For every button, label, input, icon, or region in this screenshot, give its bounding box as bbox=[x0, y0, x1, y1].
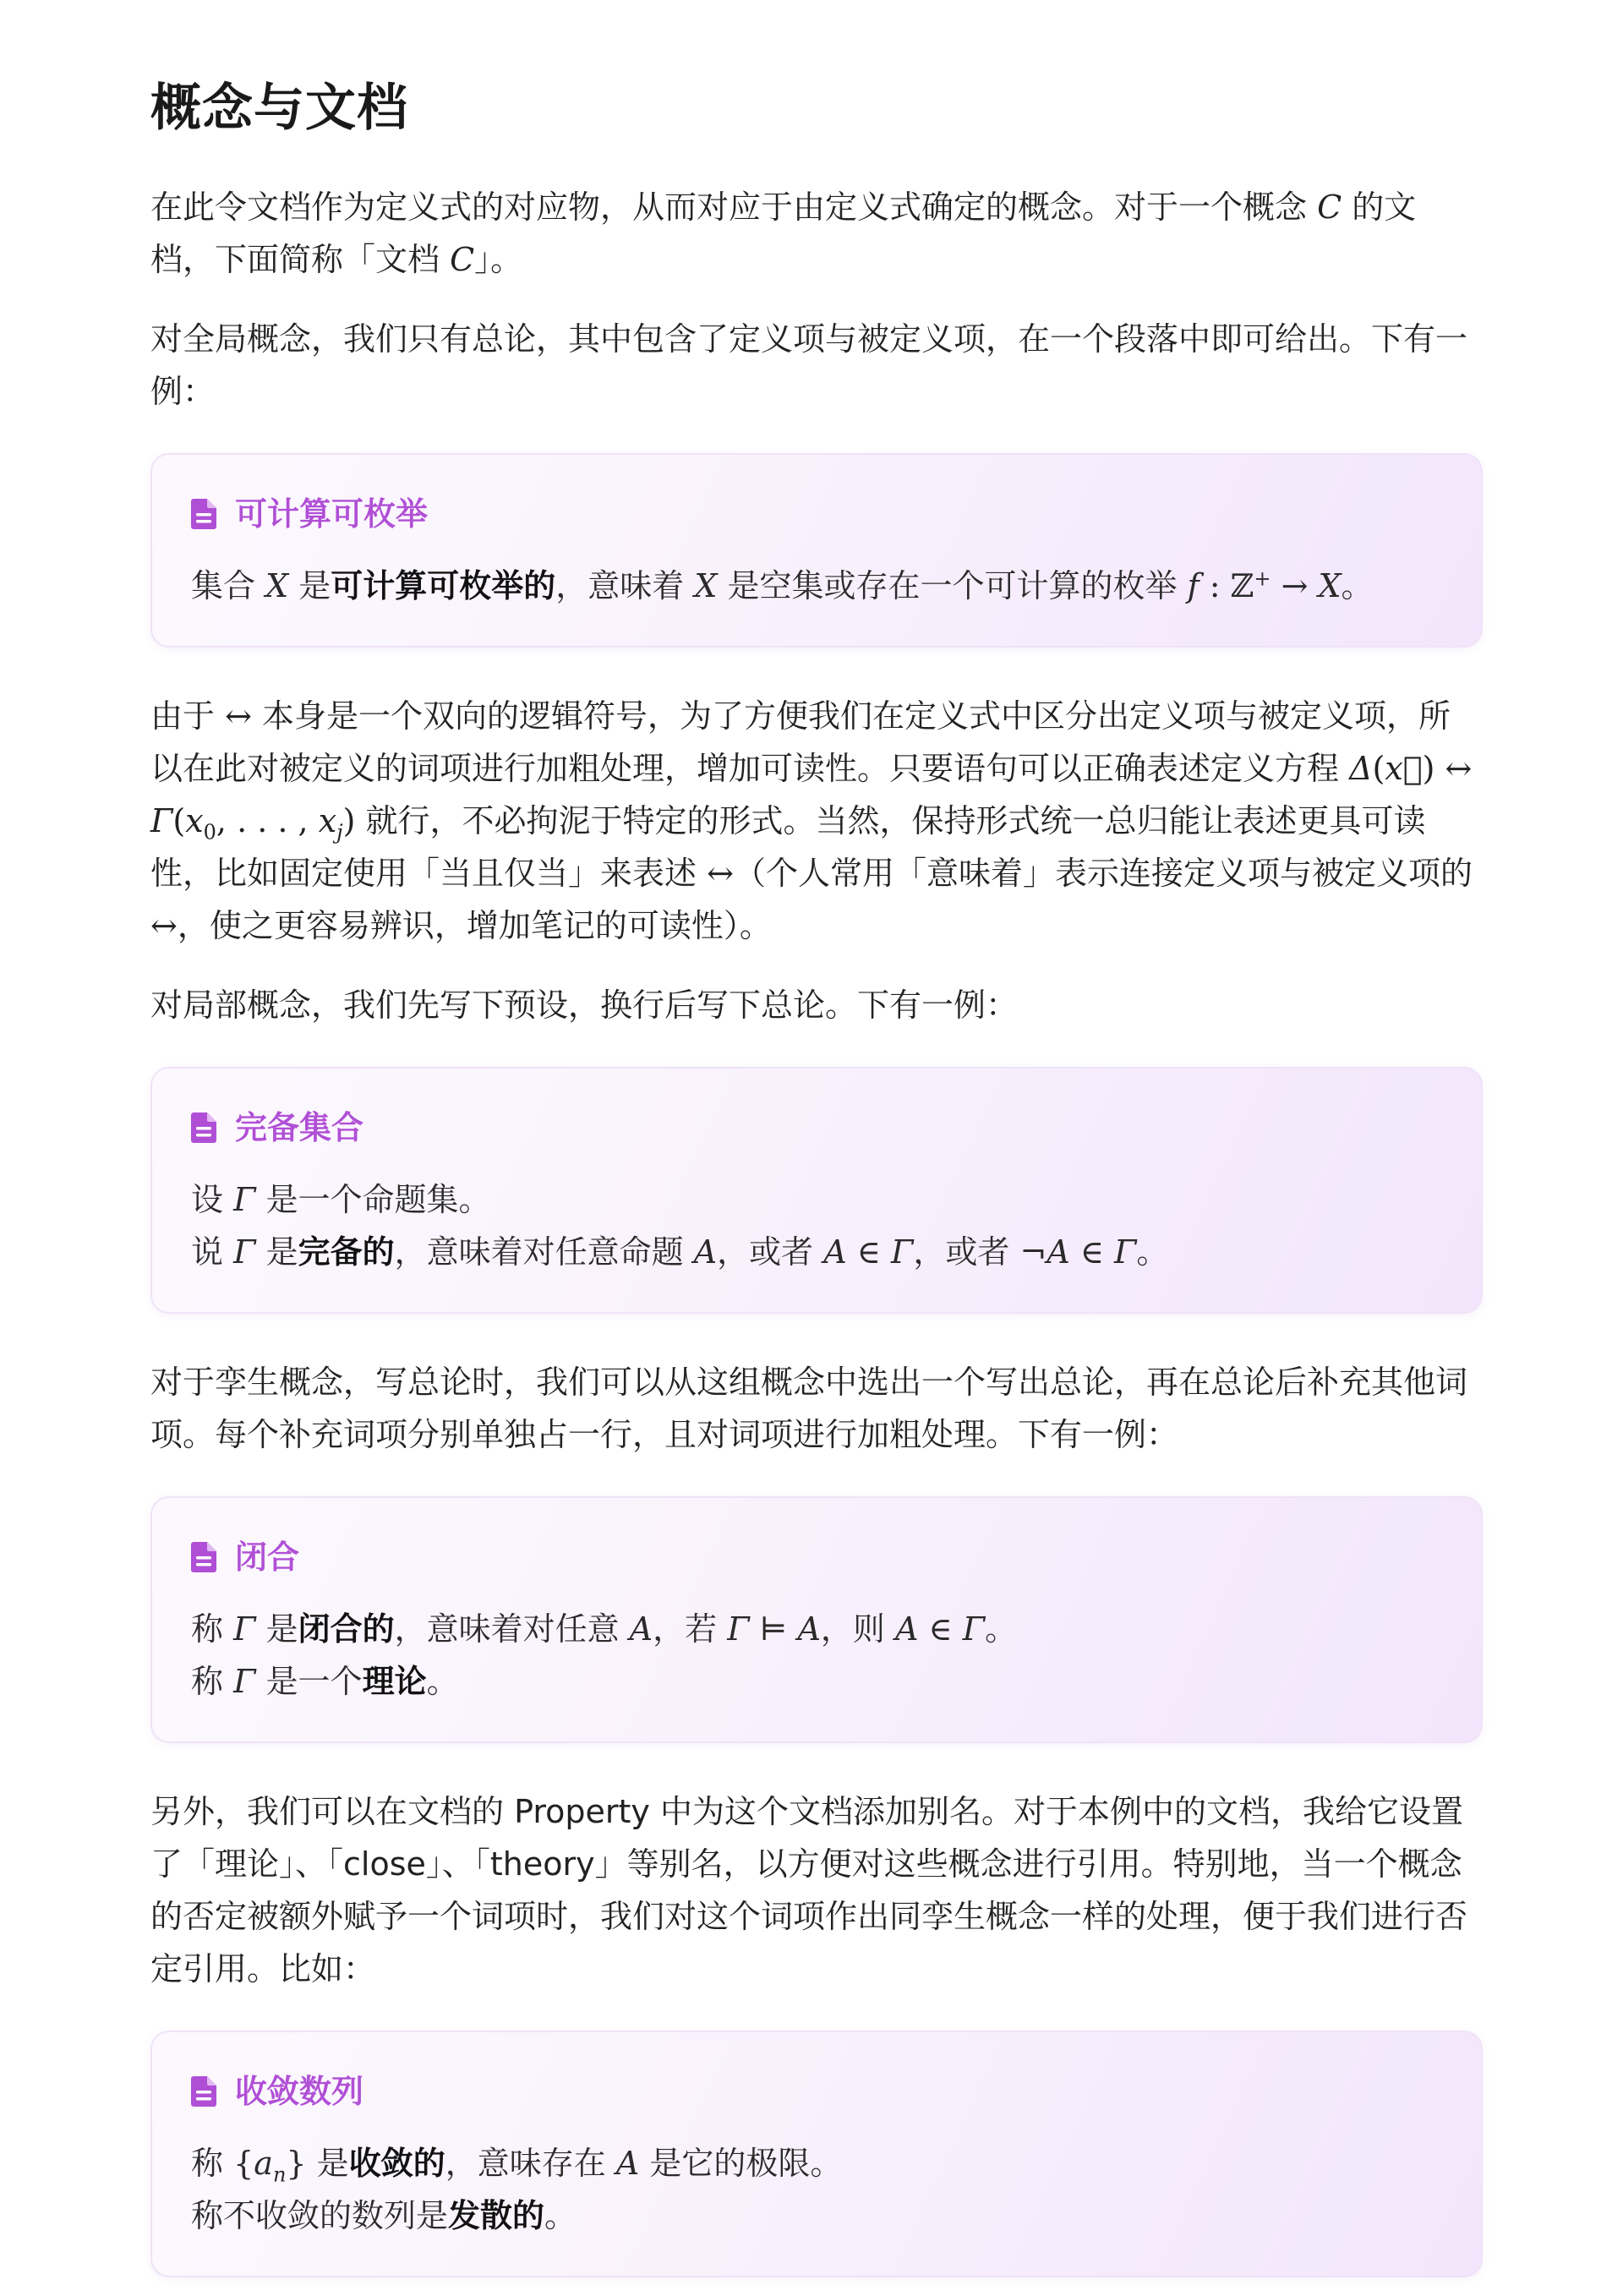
text: ，意味着 bbox=[555, 567, 695, 604]
text: 是空集或存在一个可计算的枚举 bbox=[717, 567, 1188, 604]
math-symbol: ∈ bbox=[918, 1610, 963, 1648]
callout-computably-enumerable bbox=[150, 453, 1483, 648]
text: 设 bbox=[191, 1181, 234, 1218]
text: 是 bbox=[255, 1233, 298, 1271]
text: 称不收敛的数列是 bbox=[191, 2197, 449, 2234]
text: 是一个命题集。 bbox=[255, 1181, 491, 1218]
math-symbol: X bbox=[1318, 567, 1342, 604]
defined-term: 可计算可枚举的 bbox=[331, 567, 556, 604]
math-symbol: A bbox=[1046, 1233, 1070, 1271]
callout-header bbox=[191, 487, 1442, 541]
math-symbol: : ℤ bbox=[1199, 567, 1254, 604]
callout-header bbox=[191, 1101, 1442, 1155]
document-icon bbox=[191, 2076, 216, 2107]
text: ，意味着对任意 bbox=[394, 1610, 630, 1648]
math-subscript: j bbox=[336, 820, 343, 845]
text: 在此令文档作为定义式的对应物，从而对应于由定义式确定的概念。对于一个概念 bbox=[150, 189, 1318, 226]
math-symbol: Γ bbox=[150, 802, 173, 839]
callout-title: 完备集合 bbox=[235, 1109, 364, 1146]
math-symbol: ⊨ bbox=[749, 1610, 798, 1648]
callout-complete-set bbox=[150, 1067, 1483, 1314]
math-symbol: ∈ bbox=[1069, 1233, 1115, 1271]
math-symbol: A bbox=[894, 1610, 919, 1648]
text: 是它的极限。 bbox=[639, 2145, 843, 2182]
math-symbol: ) bbox=[342, 802, 356, 839]
text: （个人常用「意味着」表示连接定义项与被定义项的 bbox=[733, 855, 1473, 892]
text: 。 bbox=[985, 1610, 1018, 1648]
math-symbol: Γ bbox=[890, 1233, 914, 1271]
math-symbol: Γ bbox=[233, 1233, 256, 1271]
math-symbol: f bbox=[1187, 567, 1199, 604]
math-symbol: → bbox=[1271, 567, 1319, 604]
math-symbol: C bbox=[1317, 189, 1342, 226]
math-symbol: Γ bbox=[1114, 1233, 1137, 1271]
document-icon bbox=[191, 1542, 216, 1572]
text: 。 bbox=[1136, 1233, 1169, 1271]
defined-term: 理论 bbox=[362, 1663, 427, 1700]
callout-body-line bbox=[191, 1603, 1442, 1655]
math-symbol: X bbox=[265, 567, 289, 604]
math-symbol: ∈ bbox=[846, 1233, 891, 1271]
callout-header bbox=[191, 2064, 1442, 2118]
callout-body-line bbox=[191, 1226, 1442, 1278]
text: 。 bbox=[426, 1663, 459, 1700]
math-symbol: Γ bbox=[727, 1610, 750, 1648]
defined-term: 完备的 bbox=[298, 1233, 395, 1271]
math-subscript: 0 bbox=[203, 820, 216, 845]
text: ，若 bbox=[653, 1610, 728, 1648]
text: 称 bbox=[191, 1610, 234, 1648]
text: ，或者 bbox=[717, 1233, 824, 1271]
text: 称 bbox=[191, 2145, 234, 2182]
math-superscript: + bbox=[1254, 566, 1271, 591]
callout-title: 收敛数列 bbox=[235, 2073, 364, 2110]
math-symbol: ( bbox=[1372, 750, 1385, 787]
document-icon bbox=[191, 1112, 216, 1143]
paragraph-global-concept: 对全局概念，我们只有总论，其中包含了定义项与被定义项，在一个段落中即可给出。下有一例： bbox=[150, 320, 1468, 410]
callout-title: 闭合 bbox=[235, 1539, 300, 1576]
callout-convergent-sequence bbox=[150, 2031, 1483, 2277]
text: 是一个 bbox=[255, 1663, 363, 1700]
text: 集合 bbox=[191, 567, 266, 604]
math-symbol: a bbox=[254, 2145, 273, 2182]
math-symbol: { bbox=[233, 2145, 254, 2182]
text: 由于 bbox=[150, 697, 226, 735]
math-symbol: ↔ bbox=[225, 697, 252, 735]
callout-body-line bbox=[191, 2189, 1442, 2242]
math-symbol: A bbox=[629, 1610, 653, 1648]
callout-body-line bbox=[191, 560, 1442, 612]
callout-header bbox=[191, 1530, 1442, 1584]
math-symbol: x bbox=[185, 802, 204, 839]
math-symbol: Δ bbox=[1349, 750, 1373, 787]
text: 是 bbox=[288, 567, 331, 604]
math-symbol: Γ bbox=[233, 1181, 256, 1218]
defined-term: 闭合的 bbox=[298, 1610, 395, 1648]
callout-body-line bbox=[191, 1173, 1442, 1226]
text: ，或者 bbox=[913, 1233, 1020, 1271]
math-symbol: ¬ bbox=[1019, 1233, 1047, 1271]
math-symbol: A bbox=[615, 2145, 640, 2182]
text: 称 bbox=[191, 1663, 234, 1700]
math-symbol: X bbox=[694, 567, 718, 604]
math-symbol: x bbox=[318, 802, 337, 839]
math-symbol: x⃗ bbox=[1385, 750, 1423, 787]
paragraph-biconditional bbox=[150, 690, 1479, 952]
text: ，则 bbox=[820, 1610, 895, 1648]
text: ，意味着对任意命题 bbox=[394, 1233, 694, 1271]
defined-term: 收敛的 bbox=[348, 2145, 445, 2182]
math-symbol: ↔ bbox=[707, 855, 734, 892]
paragraph-local-concept: 对局部概念，我们先写下预设，换行后写下总论。下有一例： bbox=[150, 987, 1019, 1024]
math-symbol: A bbox=[823, 1233, 847, 1271]
callout-body-line bbox=[191, 1655, 1442, 1708]
paragraph-aliases: 另外，我们可以在文档的 Property 中为这个文档添加别名。对于本例中的文档，我给它设置了「理论」、「close」、「theory」等别名，以方便对这些概念进行引用。特别地，当一个概念的否定被额外赋予一个词项时，我们对这个词项作出同孪生概念一样的处理，便于我们进行否定引用。比如： bbox=[150, 1793, 1468, 1987]
text: ，使之更容易辨识，增加笔记的可读性）。 bbox=[177, 907, 772, 944]
callout-title: 可计算可枚举 bbox=[235, 495, 429, 533]
text: 是 bbox=[306, 2145, 349, 2182]
text: 。 bbox=[544, 2197, 577, 2234]
math-symbol: Γ bbox=[233, 1610, 256, 1648]
math-symbol: ( bbox=[172, 802, 186, 839]
math-symbol: Γ bbox=[233, 1663, 256, 1700]
math-symbol: Γ bbox=[962, 1610, 986, 1648]
paragraph-intro bbox=[150, 181, 1479, 286]
callout-body-line bbox=[191, 2137, 1442, 2189]
math-symbol: ↔ bbox=[150, 907, 178, 944]
text: 。 bbox=[1341, 567, 1374, 604]
document-icon bbox=[191, 499, 216, 529]
math-subscript: n bbox=[272, 2162, 287, 2187]
math-symbol: , . . . , bbox=[216, 802, 319, 839]
text: 的文档，下面简称「文档 bbox=[150, 189, 1417, 278]
paragraph-twin-concept: 对于孪生概念，写总论时，我们可以从这组概念中选出一个写出总论，再在总论后补充其他词项。每个补充词项分别单独占一行，且对词项进行加粗处理。下有一例： bbox=[150, 1364, 1468, 1453]
text: 说 bbox=[191, 1233, 234, 1271]
math-symbol: ) ↔ bbox=[1422, 750, 1473, 787]
page-title: 概念与文档 bbox=[150, 79, 408, 138]
math-symbol: A bbox=[693, 1233, 718, 1271]
math-symbol: C bbox=[450, 241, 475, 278]
math-symbol: A bbox=[797, 1610, 821, 1648]
text: ，意味存在 bbox=[445, 2145, 616, 2182]
defined-term: 发散的 bbox=[448, 2197, 545, 2234]
text: 本身是一个双向的逻辑符号，为了方便我们在定义式中区分出定义项与被定义项，所以在此对被定义的词项进行加粗处理，增加可读性。只要语句可以正确表述定义方程 bbox=[150, 697, 1451, 787]
math-symbol: } bbox=[286, 2145, 307, 2182]
text: 就行，不必拘泥于特定的形式。当然，保持形式统一总归能让表述更具可读性，比如固定使用「当且仅当」来表述 bbox=[150, 802, 1426, 892]
callout-closed bbox=[150, 1496, 1483, 1743]
text: 是 bbox=[255, 1610, 298, 1648]
text: 」。 bbox=[474, 241, 523, 278]
